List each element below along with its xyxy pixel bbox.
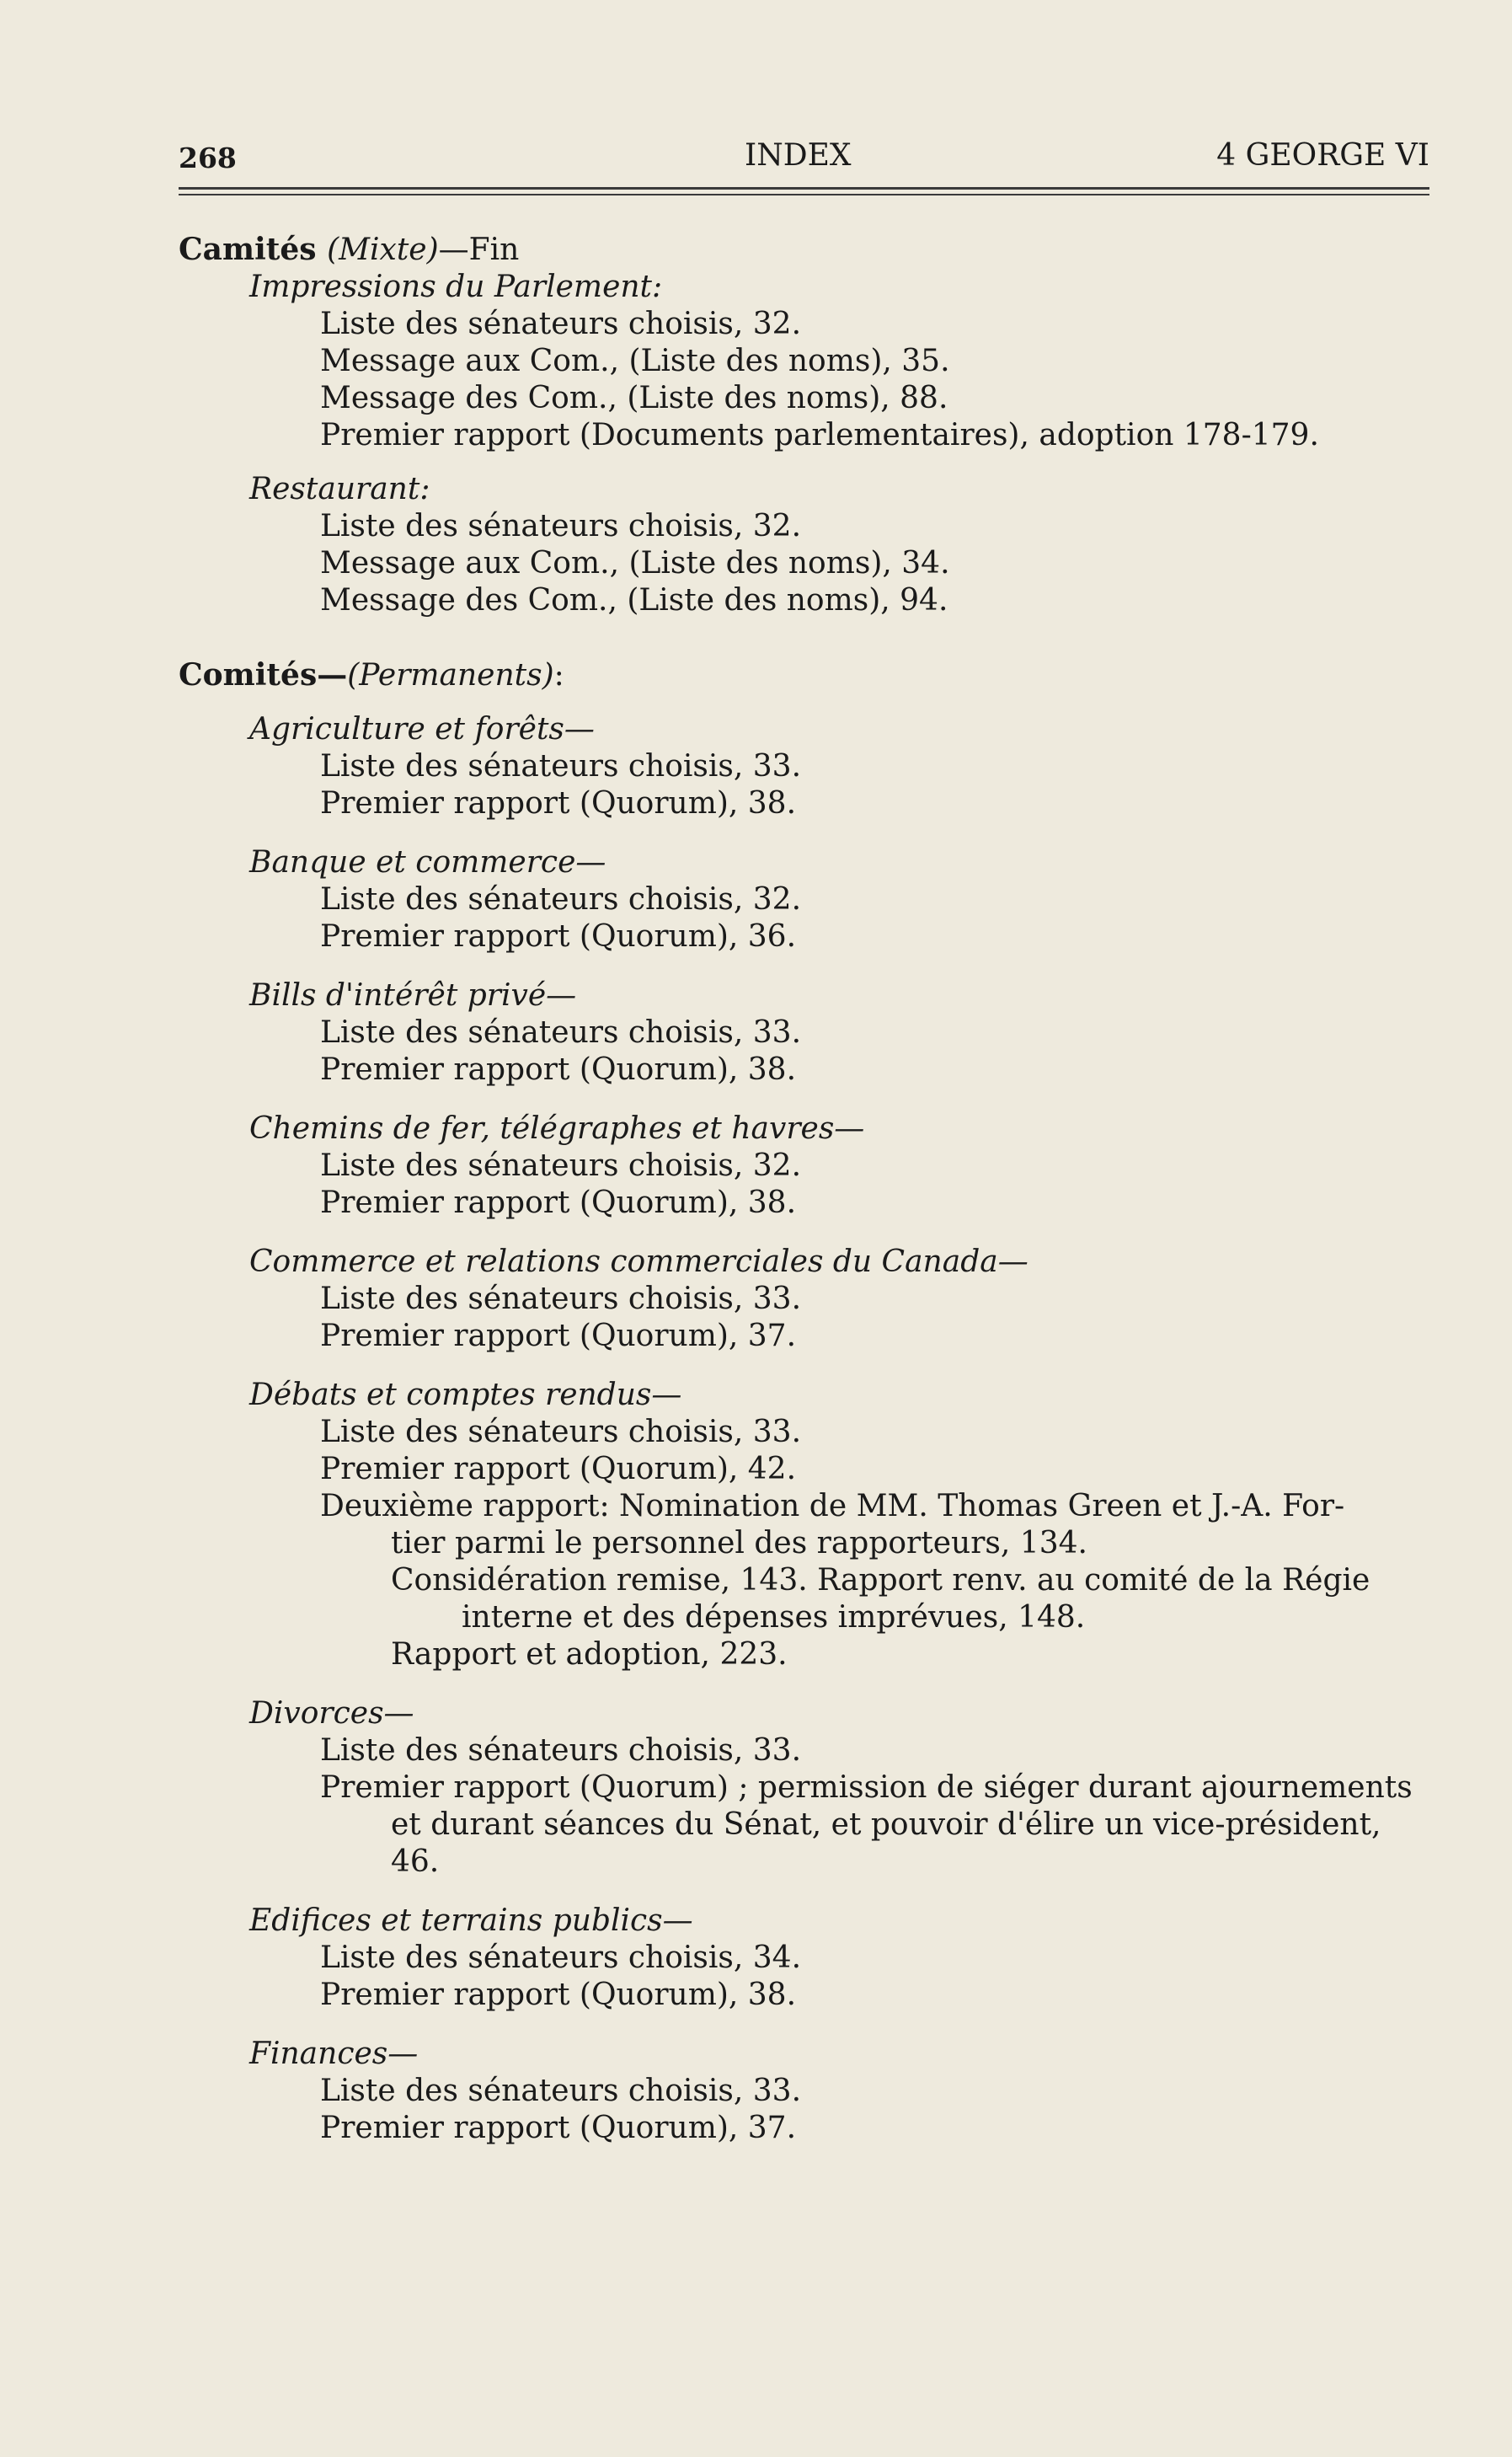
index-line: Liste des sénateurs choisis, 33. xyxy=(320,749,802,784)
index-line: Premier rapport (Quorum), 38. xyxy=(320,786,797,821)
index-line: Premier rapport (Quorum), 38. xyxy=(320,1978,797,2012)
subentry-title: Banque et commerce— xyxy=(249,845,606,880)
subentry-title: Commerce et relations commerciales du Canada— xyxy=(249,1245,1028,1279)
page-header xyxy=(179,135,1429,185)
index-line-continuation: et durant séances du Sénat, et pouvoir d'élire un vice-président, xyxy=(391,1807,1381,1842)
regnal-year: 4 GEORGE VI xyxy=(1216,138,1429,173)
index-page xyxy=(179,135,1429,2147)
index-subline: Rapport et adoption, 223. xyxy=(391,1637,788,1672)
index-line: Premier rapport (Quorum), 37. xyxy=(320,2111,797,2145)
index-line: Message aux Com., (Liste des noms), 35. xyxy=(320,344,950,378)
subentry-title: Bills d'intérêt privé— xyxy=(249,978,577,1013)
index-subline: Considération remise, 143. Rapport renv. au comité de la Régie xyxy=(391,1563,1370,1598)
subentry-title: Divorces— xyxy=(249,1696,414,1731)
index-line: Premier rapport (Quorum), 38. xyxy=(320,1052,797,1087)
index-line: Liste des sénateurs choisis, 32. xyxy=(320,882,802,917)
index-line: Message des Com., (Liste des noms), 94. xyxy=(320,583,948,618)
index-line-continuation: tier parmi le personnel des rapporteurs, 134. xyxy=(391,1526,1087,1560)
index-line: Premier rapport (Quorum), 36. xyxy=(320,919,797,954)
page-title: INDEX xyxy=(745,138,852,173)
subentry-title: Finances— xyxy=(249,2037,419,2071)
index-line: Liste des sénateurs choisis, 34. xyxy=(320,1940,802,1975)
index-line: Message des Com., (Liste des noms), 88. xyxy=(320,381,948,415)
index-line: Premier rapport (Quorum), 38. xyxy=(320,1186,797,1220)
subentry-title: Impressions du Parlement: xyxy=(249,270,663,304)
index-line: Premier rapport (Quorum), 42. xyxy=(320,1452,797,1486)
subentry-title: Agriculture et forêts— xyxy=(249,712,595,747)
header-rule xyxy=(179,187,1429,190)
index-line: Liste des sénateurs choisis, 32. xyxy=(320,1148,802,1183)
header-rule-2 xyxy=(179,194,1429,195)
index-line: Premier rapport (Documents parlementaires), adoption 178-179. xyxy=(320,418,1319,452)
index-line: Liste des sénateurs choisis, 33. xyxy=(320,1015,802,1050)
index-line: Liste des sénateurs choisis, 32. xyxy=(320,307,802,341)
subentry-title: Edifices et terrains publics— xyxy=(249,1903,693,1938)
subentry-title: Restaurant: xyxy=(249,472,430,506)
index-line: Liste des sénateurs choisis, 33. xyxy=(320,1733,802,1768)
page-number: 268 xyxy=(179,142,237,174)
index-line: Liste des sénateurs choisis, 33. xyxy=(320,1282,802,1316)
index-content xyxy=(179,231,1429,2147)
entry-heading: Camités (Mixte)—Fin xyxy=(179,232,520,267)
subentry-title: Débats et comptes rendus— xyxy=(249,1378,682,1412)
index-line: Premier rapport (Quorum), 37. xyxy=(320,1319,797,1353)
index-line: Deuxième rapport: Nomination de MM. Thomas Green et J.-A. For- xyxy=(320,1489,1345,1523)
subentry-title: Chemins de fer, télégraphes et havres— xyxy=(249,1111,865,1146)
index-line: Liste des sénateurs choisis, 33. xyxy=(320,2074,802,2108)
index-line: Message aux Com., (Liste des noms), 34. xyxy=(320,546,950,581)
index-line: Liste des sénateurs choisis, 32. xyxy=(320,509,802,543)
entry-heading: Comités—(Permanents): xyxy=(179,657,564,693)
index-line-continuation: 46. xyxy=(391,1844,440,1879)
index-line-continuation: interne et des dépenses imprévues, 148. xyxy=(462,1600,1086,1635)
index-line: Liste des sénateurs choisis, 33. xyxy=(320,1415,802,1449)
index-line: Premier rapport (Quorum) ; permission de siéger durant ajournements xyxy=(320,1770,1413,1805)
